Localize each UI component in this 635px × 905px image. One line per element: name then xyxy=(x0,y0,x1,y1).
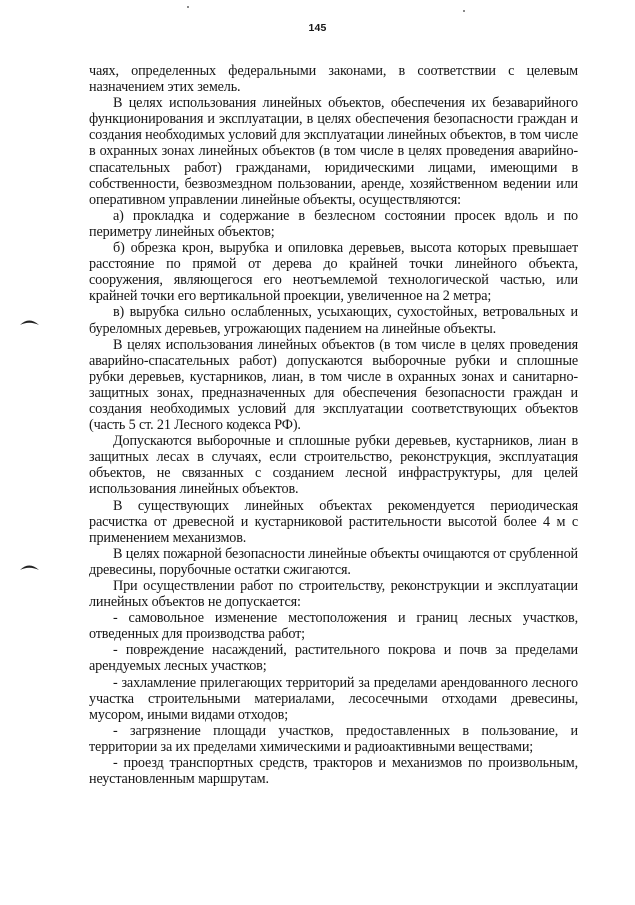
paragraph: В целях использования линейных объектов, обеспечения их безаварийного функционирования и эксплуатации, в целях обеспечения безопасности граждан и создания необходимых условий для эксплуатации линейных объектов, в том числе в охранных зонах линейных объектов (в том числе в целях проведения аварийно-спасательных работ) гражданами, юридическими лицами, имеющими в собственности, безвозмездном пользовании, аренде, хозяйственном ведении или оперативном управлении линейные объекты, осуществляются: xyxy=(89,95,578,208)
paragraph: При осуществлении работ по строительству, реконструкции и эксплуатации линейных объектов не допускается: xyxy=(89,578,578,611)
paragraph: - загрязнение площади участков, предоставленных в пользование, и территории за их пределами химическими и радиоактивными веществами; xyxy=(89,722,578,755)
scan-speck xyxy=(187,6,189,8)
paragraph: чаях, определенных федеральными законами, в соответствии с целевым назначением этих земель. xyxy=(89,63,578,96)
binding-hole-mark-icon xyxy=(20,318,39,325)
paragraph: В целях пожарной безопасности линейные объекты очищаются от срубленной древесины, порубочные остатки сжигаются. xyxy=(89,545,578,578)
paragraph: - самовольное изменение местоположения и границ лесных участков, отведенных для производства работ; xyxy=(89,610,578,643)
paragraph: - повреждение насаждений, растительного покрова и почв за пределами арендуемых лесных участков; xyxy=(89,642,578,675)
paragraph: в) вырубка сильно ослабленных, усыхающих, сухостойных, ветровальных и буреломных деревьев, угрожающих падением на линейные объекты. xyxy=(89,304,578,337)
binding-hole-mark-icon xyxy=(20,563,39,570)
paragraph: Допускаются выборочные и сплошные рубки деревьев, кустарников, лиан в защитных лесах в случаях, если строительство, реконструкция, эксплуатация объектов, не связанных с созданием лесной инфраструктуры, для целей использования линейных объектов. xyxy=(89,433,578,498)
scan-speck xyxy=(463,10,465,12)
page-number: 145 xyxy=(308,22,327,34)
paragraph: В целях использования линейных объектов (в том числе в целях проведения аварийно-спасательных работ) допускаются выборочные рубки и сплошные рубки деревьев, кустарников, лиан, в том числе в охранных зонах и санитарно-защитных зонах, предназначенных для обеспечения безопасности граждан и создания необходимых условий для эксплуатации соответствующих объектов (часть 5 ст. 21 Лесного кодекса РФ). xyxy=(89,336,578,434)
paragraph: - проезд транспортных средств, тракторов и механизмов по произвольным, неустановленным маршрутам. xyxy=(89,755,578,788)
paragraph: б) обрезка крон, вырубка и опиловка деревьев, высота которых превышает расстояние по прямой от дерева до крайней точки линейного объекта, сооружения, являющегося его неотъемлемой технологической частью, или крайней точки его вертикальной проекции, увеличенное на 2 метра; xyxy=(89,240,578,305)
body-text xyxy=(89,63,578,787)
paragraph: - захламление прилегающих территорий за пределами арендованного лесного участка строительными материалами, лесосечными отходами древесины, мусором, иными видами отходов; xyxy=(89,674,578,723)
paragraph: В существующих линейных объектах рекомендуется периодическая расчистка от древесной и кустарниковой растительности высотой более 4 м с применением механизмов. xyxy=(89,497,578,546)
paragraph: а) прокладка и содержание в безлесном состоянии просек вдоль и по периметру линейных объектов; xyxy=(89,207,578,240)
